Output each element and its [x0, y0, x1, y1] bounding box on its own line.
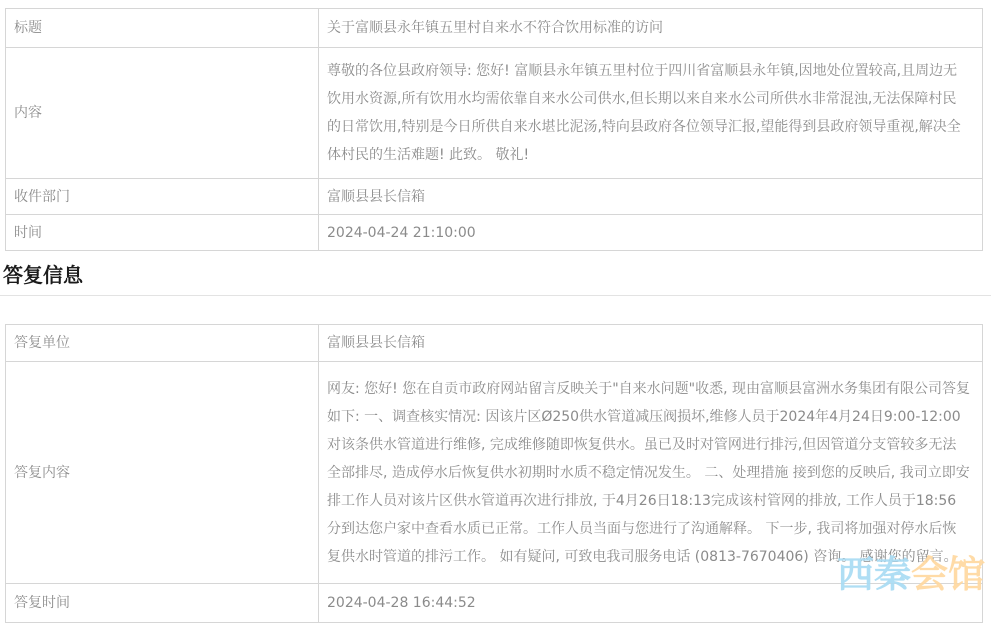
- title-label: 标题: [6, 9, 319, 48]
- petition-info-table: [5, 8, 983, 251]
- heading-divider: [0, 295, 991, 296]
- title-value: 关于富顺县永年镇五里村自来水不符合饮用标准的访问: [319, 9, 983, 48]
- reply-unit-label: 答复单位: [6, 325, 319, 362]
- reply-time-label: 答复时间: [6, 584, 319, 623]
- reply-section-heading: 答复信息: [3, 263, 83, 287]
- table-row-reply-unit: [6, 325, 983, 362]
- watermark-text-orange: 会馆: [911, 553, 985, 596]
- reply-info-table: [5, 324, 983, 623]
- table-row-reply-time: [6, 584, 983, 623]
- time-label: 时间: [6, 215, 319, 251]
- time-value: 2024-04-24 21:10:00: [319, 215, 983, 251]
- content-value: 尊敬的各位县政府领导: 您好! 富顺县永年镇五里村位于四川省富顺县永年镇,因地处位置较高,且周边无饮用水资源,所有饮用水均需依靠自来水公司供水,但长期以来自来水公司所供水非常混浊,无法保障村民的日常饮用,特别是今日所供自来水堪比泥汤,特向县政府各位领导汇报,望能得到县政府领导重视,解决全体村民的生活难题! 此致。 敬礼!: [319, 48, 983, 179]
- department-value: 富顺县县长信箱: [319, 179, 983, 215]
- table-row-reply-content: [6, 362, 983, 584]
- petition-detail-page: [0, 8, 991, 611]
- reply-content-value: 网友: 您好! 您在自贡市政府网站留言反映关于"自来水问题"收悉, 现由富顺县富洲水务集团有限公司答复如下: 一、调查核实情况: 因该片区Ø250供水管道减压阀损坏,维修人员于2024年4月24日9:00-12:00对该条供水管道进行维修, 完成维修随即恢复供水。虽已及时对管网进行排污,但因管道分支管较多无法全部排尽, 造成停水后恢复供水初期时水质不稳定情况发生。 二、处理措施 接到您的反映后, 我司立即安排工作人员对该片区供水管道再次进行排放, 于4月26日18:13完成该村管网的排放, 工作人员于18:56分到达您户家中查看水质已正常。工作人员当面与您进行了沟通解释。 下一步, 我司将加强对停水后恢复供水时管道的排污工作。 如有疑问, 可致电我司服务电话 (0813-7670406) 咨询。 感谢您的留言。: [319, 362, 983, 584]
- table-row-title: [6, 9, 983, 48]
- table-row-time: [6, 215, 983, 251]
- table-row-department: [6, 179, 983, 215]
- reply-unit-value: 富顺县县长信箱: [319, 325, 983, 362]
- content-label: 内容: [6, 48, 319, 179]
- reply-time-value: 2024-04-28 16:44:52: [319, 584, 983, 623]
- department-label: 收件部门: [6, 179, 319, 215]
- table-row-content: [6, 48, 983, 179]
- reply-content-label: 答复内容: [6, 362, 319, 584]
- watermark-text-blue: 西秦: [837, 553, 911, 596]
